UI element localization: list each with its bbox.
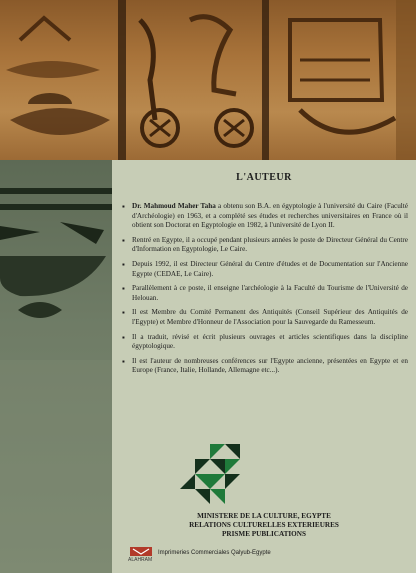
hieroglyph-carvings-left	[0, 160, 112, 573]
bio-entry-teaching	[122, 284, 408, 303]
author-name: Dr. Mahmoud Maher Taha	[132, 202, 216, 210]
author-panel	[112, 160, 416, 573]
bio-entry-text: Il est l'auteur de nombreuses conférences sur l'Egypte ancienne, présentées en Egypte et en Europe (France, Italie, Hollande, Allemagne etc...).	[132, 356, 408, 375]
hieroglyph-relief-left	[0, 160, 112, 573]
bio-entry-return-egypt	[122, 236, 408, 255]
bio-entry-text: Il a traduit, révisé et écrit plusieurs ouvrages et articles scientifiques dans la discipline égyptologique.	[132, 332, 408, 351]
bio-entry-text: Rentré en Egypte, il a occupé pendant plusieurs années le poste de Directeur Général du Centre d'Information en Egyptologie, Le Caire.	[132, 235, 408, 254]
hieroglyph-carvings	[0, 0, 416, 160]
bio-entry-text: Parallèlement à ce poste, il enseigne l'archéologie à la Faculté du Tourisme de l'Université de Helouan.	[132, 284, 408, 302]
author-bio-list	[122, 202, 408, 381]
printer-credit	[128, 546, 408, 564]
section-heading: L'AUTEUR	[236, 172, 292, 183]
bio-entry-publications	[122, 333, 408, 352]
bio-entry-education	[122, 202, 408, 231]
bio-entry-text: Il est Membre du Comité Permanent des Antiquités (Conseil Supérieur des Antiquités de l'Egypte) et Membre d'Honneur de l'Association pour la Sauvegarde du Ramesseum.	[132, 308, 408, 326]
footer-relations: RELATIONS CULTURELLES EXTERIEURES	[189, 521, 339, 529]
hieroglyph-relief-top	[0, 0, 416, 160]
bio-entry-text: a obtenu son B.A. en égyptologie à l'université du Caire (Faculté d'Archéologie) en 1963, et a complété ses études et recherches universitaires en France où il obtient son Doctorat en Egyptologie en 1982, à l'université de Lyon II.	[132, 202, 408, 230]
publisher-footer	[112, 512, 416, 539]
bio-entry-text: Depuis 1992, il est Directeur Général du Centre d'études et de Documentation sur l'Ancienne Egypte (CEDAE, Le Caire).	[132, 259, 408, 278]
bio-entry-membership	[122, 308, 408, 327]
printer-logo-text: ALAHRAM	[128, 557, 153, 563]
bio-entry-conferences	[122, 357, 408, 376]
footer-ministry: MINISTERE DE LA CULTURE, EGYPTE	[197, 512, 331, 520]
publisher-logo	[180, 444, 240, 504]
footer-publisher: PRISME PUBLICATIONS	[222, 530, 306, 538]
printer-name: Imprimeries Commerciales Qalyub-Egypte	[158, 550, 271, 556]
bio-entry-cedae	[122, 260, 408, 279]
